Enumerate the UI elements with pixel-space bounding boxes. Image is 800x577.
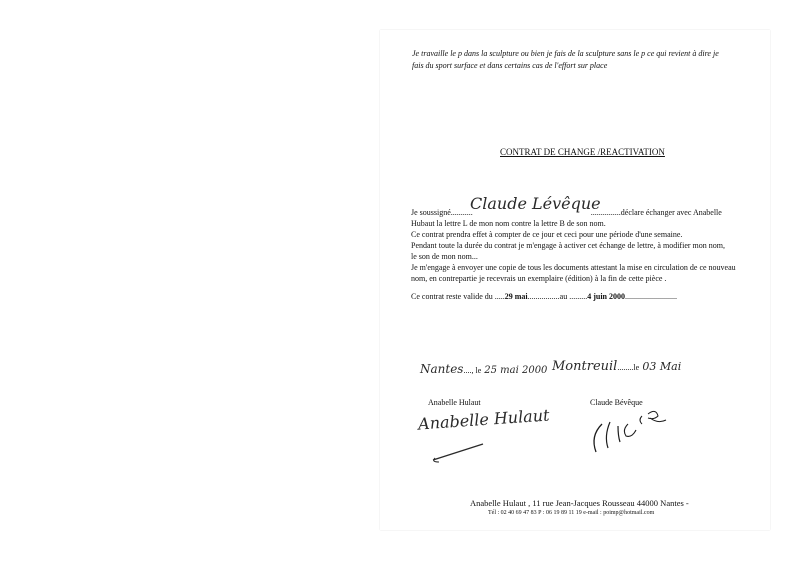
intro-text <box>412 48 742 72</box>
soussigne-prefix: Je soussigné........... <box>411 208 473 217</box>
left-handwritten-signature: Anabelle Hulaut <box>417 405 551 434</box>
contract-title: CONTRAT DE CHANGE /REACTIVATION <box>500 147 665 157</box>
left-date: 25 mai 2000 <box>484 365 548 376</box>
validity-line <box>411 292 677 301</box>
left-place: Nantes <box>420 362 464 376</box>
contract-line-5: le son de mon nom... <box>411 252 478 261</box>
left-place-date <box>420 362 547 377</box>
validity-suffix: .......................... <box>625 292 677 301</box>
contract-line-4: Pendant toute la durée du contrat je m'engage à activer cet échange de lettre, à modifier mon nom, <box>411 241 725 250</box>
right-place-mid: ........le <box>617 363 640 372</box>
right-signatory-name: Claude Bévêque <box>590 398 643 407</box>
left-place-mid: ...., le <box>463 366 482 375</box>
validity-mid: ................au ......... <box>527 292 588 301</box>
intro-line-1: Je travaille le p dans la sculpture ou bien je fais de la sculpture sans le p ce qui revient à dire je <box>412 49 719 58</box>
right-date: 03 Mai <box>642 360 682 373</box>
left-signature-flourish <box>425 438 495 466</box>
contract-line-3: Ce contrat prendra effet à compter de ce jour et ceci pour une période d'une semaine. <box>411 230 683 239</box>
right-handwritten-signature <box>584 402 674 460</box>
footer-address: Anabelle Hulaut , 11 rue Jean-Jacques Rousseau 44000 Nantes - <box>470 498 689 508</box>
validity-from: 29 mai <box>504 292 528 301</box>
intro-line-2: fais du sport surface et dans certains cas de l'effort sur place <box>412 61 608 70</box>
footer-contact: Tél : 02 40 69 47 83 P : 06 19 89 11 19 e-mail : poimp@hotmail.com <box>488 510 655 516</box>
contract-line-7: nom, en contrepartie je recevrais un exemplaire (édition) à la fin de cette pièce . <box>411 274 667 283</box>
contract-line-6: Je m'engage à envoyer une copie de tous les documents attestant la mise en circulation de ce nouveau <box>411 263 736 272</box>
handwritten-signatory-name: Claude Lévêque <box>470 194 601 213</box>
validity-to: 4 juin 2000 <box>587 292 625 301</box>
contract-line-2: Hubaut la lettre L de mon nom contre la lettre B de son nom. <box>411 219 606 228</box>
left-signatory-name: Anabelle Hulaut <box>428 398 481 407</box>
validity-prefix: Ce contrat reste valide du ..... <box>411 292 505 301</box>
right-place-date <box>552 358 681 374</box>
contract-line-1 <box>411 208 722 217</box>
soussigne-suffix: ...............déclare échanger avec Anabelle <box>590 208 722 217</box>
right-place: Montreuil <box>552 359 618 374</box>
